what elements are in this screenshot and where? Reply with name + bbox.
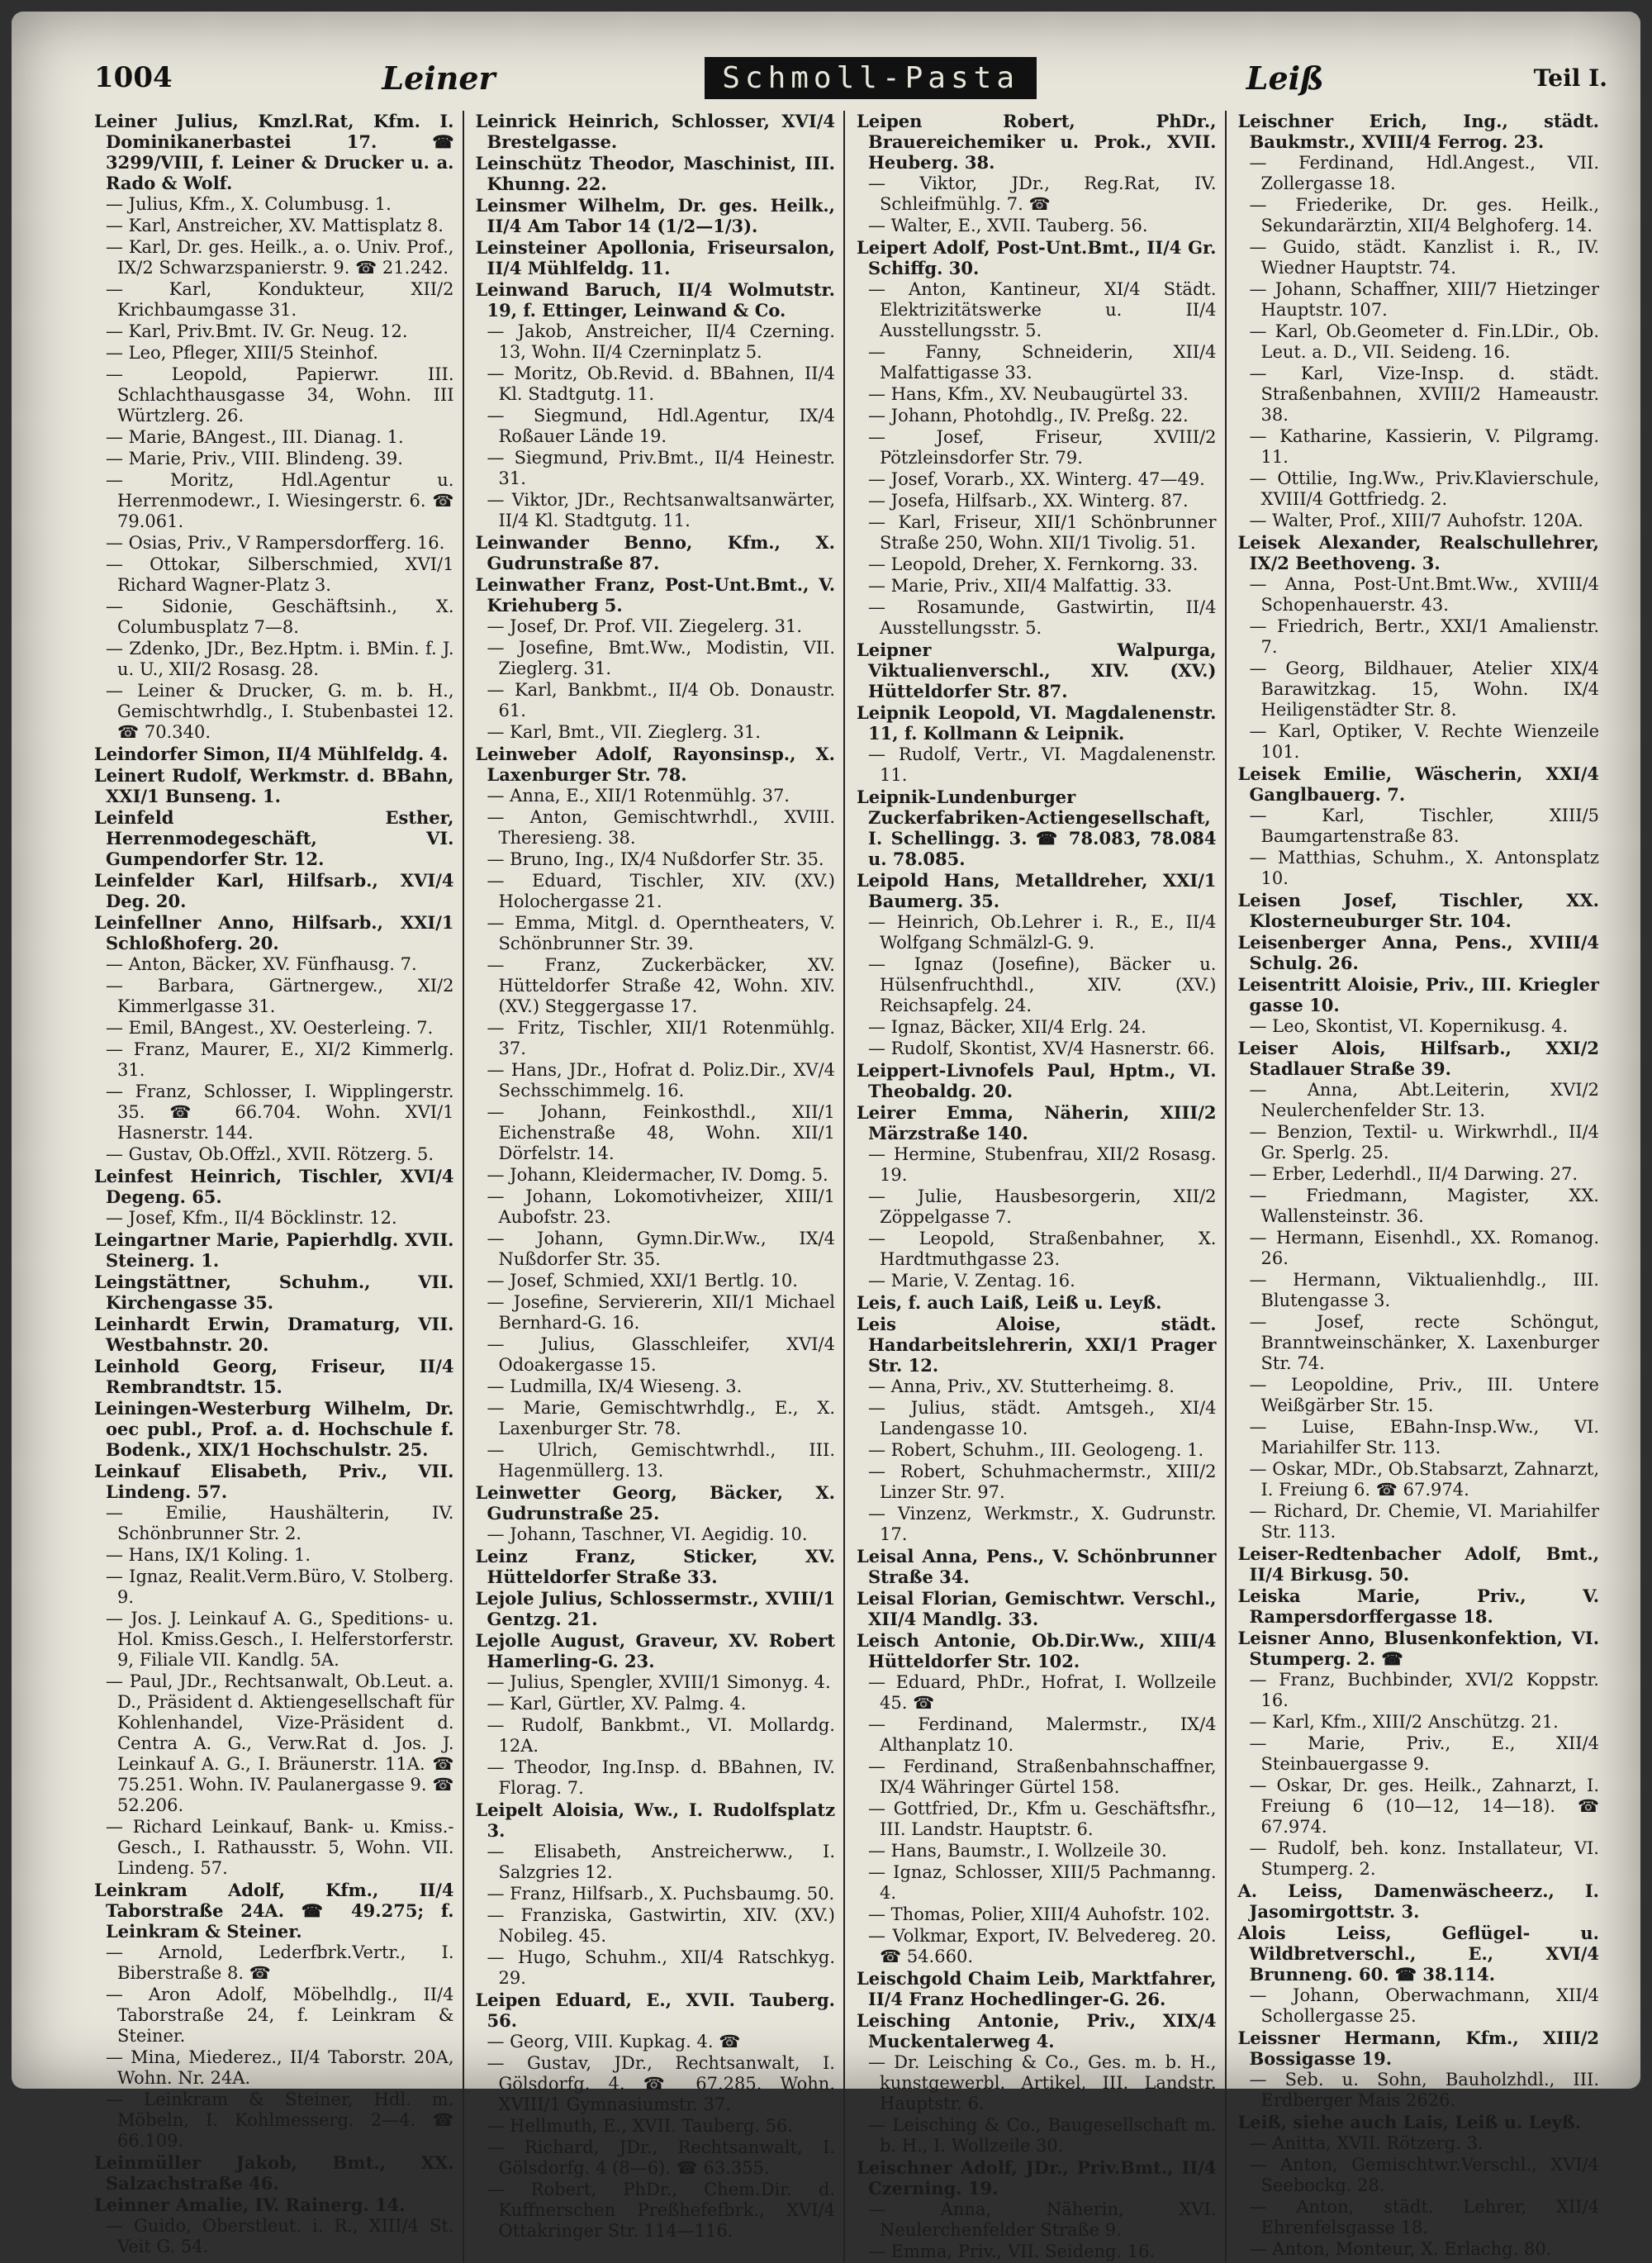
running-head-right: Leiß bbox=[1246, 59, 1324, 97]
directory-entry: Leinkauf Elisabeth, Priv., VII. Lindeng. 57. bbox=[94, 1461, 454, 1502]
directory-entry: Leisal Anna, Pens., V. Schönbrunner Straße 34. bbox=[857, 1546, 1217, 1587]
directory-subentry: — Marie, Priv., VIII. Blindeng. 39. bbox=[106, 449, 403, 468]
directory-subentry: — Julius, Kfm., X. Columbusg. 1. bbox=[106, 194, 392, 214]
directory-subentry: — Friedmann, Magister, XX. Wallensteinstr. 36. bbox=[1249, 1186, 1599, 1226]
directory-entry: Leinfellner Anno, Hilfsarb., XXI/1 Schloßhoferg. 20. bbox=[94, 912, 454, 953]
directory-subentry: — Ulrich, Gemischtwrhdl., III. Hagenmüllerg. 13. bbox=[487, 1440, 835, 1481]
directory-entry: Leipen Eduard, E., XVII. Tauberg. 56. bbox=[475, 1990, 835, 2031]
directory-subentry: — Karl, Bmt., VII. Zieglerg. 31. bbox=[487, 722, 761, 742]
directory-subentry: — Anna, Abt.Leiterin, XVI/2 Neulerchenfelder Str. 13. bbox=[1249, 1080, 1599, 1120]
directory-entry: Leingartner Marie, Papierhdlg. XVII. Steinerg. 1. bbox=[94, 1229, 454, 1271]
directory-subentry: — Guido, Oberstleut. i. R., XIII/4 St. Veit G. 54. bbox=[106, 2216, 454, 2256]
directory-subentry: — Johann, Feinkosthdl., XII/1 Eichenstraße 48, Wohn. XII/1 Dörfelstr. 14. bbox=[487, 1102, 835, 1163]
directory-subentry: — Moritz, Ob.Revid. d. BBahnen, II/4 Kl. Stadtgutg. 11. bbox=[487, 364, 835, 404]
directory-subentry: — Johann, Gymn.Dir.Ww., IX/4 Nußdorfer Str. 35. bbox=[487, 1229, 835, 1269]
directory-subentry: — Leopoldine, Priv., III. Untere Weißgärber Str. 15. bbox=[1249, 1375, 1599, 1415]
directory-entry: Leinert Rudolf, Werkmstr. d. BBahn, XXI/1 Bunseng. 1. bbox=[94, 765, 454, 806]
directory-subentry: — Leo, Pfleger, XIII/5 Steinhof. bbox=[106, 343, 378, 363]
directory-subentry: — Ottilie, Ing.Ww., Priv.Klavierschule, XVIII/4 Gottfriedg. 2. bbox=[1249, 468, 1599, 509]
directory-subentry: — Karl, Bankbmt., II/4 Ob. Donaustr. 61. bbox=[487, 680, 835, 720]
directory-entry: Leinsmer Wilhelm, Dr. ges. Heilk., II/4 Am Tabor 14 (1/2—1/3). bbox=[475, 195, 835, 236]
directory-subentry: — Anton, Bäcker, XV. Fünfhausg. 7. bbox=[106, 954, 417, 974]
directory-subentry: — Eduard, PhDr., Hofrat, I. Wollzeile 45. ☎ bbox=[868, 1672, 1217, 1713]
directory-subentry: — Hellmuth, E., XVII. Tauberg. 56. bbox=[487, 2116, 794, 2136]
directory-subentry: — Aron Adolf, Möbelhdlg., II/4 Taborstraße 24, f. Leinkram & Steiner. bbox=[106, 1985, 454, 2046]
directory-subentry: — Anton, Kantineur, XI/4 Städt. Elektrizitätswerke u. II/4 Ausstellungsstr. 5. bbox=[868, 279, 1217, 340]
directory-subentry: — Dr. Leisching & Co., Ges. m. b. H., kunstgewerbl. Artikel, III. Landstr. Hauptstr. 6. bbox=[868, 2052, 1217, 2113]
directory-subentry: — Josef, recte Schöngut, Branntweinschänker, X. Laxenburger Str. 74. bbox=[1249, 1312, 1599, 1373]
directory-subentry: — Siegmund, Hdl.Agentur, IX/4 Roßauer Lände 19. bbox=[487, 406, 835, 446]
advert-banner: Schmoll-Pasta bbox=[705, 57, 1037, 99]
directory-subentry: — Erber, Lederhdl., II/4 Darwing. 27. bbox=[1249, 1164, 1578, 1184]
directory-entry: Leinfelder Karl, Hilfsarb., XVI/4 Deg. 20. bbox=[94, 870, 454, 911]
directory-entry: Leinwander Benno, Kfm., X. Gudrunstraße 87. bbox=[475, 532, 835, 573]
entry-columns bbox=[94, 111, 1607, 2261]
directory-subentry: — Karl, Dr. ges. Heilk., a. o. Univ. Prof., IX/2 Schwarzspanierstr. 9. ☎ 21.242. bbox=[106, 237, 454, 278]
directory-subentry: — Emil, BAngest., XV. Oesterleing. 7. bbox=[106, 1018, 434, 1038]
directory-entry: Leisen Josef, Tischler, XX. Klosterneuburger Str. 104. bbox=[1237, 890, 1599, 931]
directory-subentry: — Johann, Photohdlg., IV. Preßg. 22. bbox=[868, 406, 1189, 426]
directory-subentry: — Franz, Maurer, E., XI/2 Kimmerlg. 31. bbox=[106, 1039, 454, 1080]
directory-subentry: — Franziska, Gastwirtin, XIV. (XV.) Nobileg. 45. bbox=[487, 1905, 835, 1946]
directory-subentry: — Friedrich, Bertr., XXI/1 Amalienstr. 7. bbox=[1249, 616, 1599, 657]
directory-entry: Leisal Florian, Gemischtwr. Verschl., XII/4 Mandlg. 33. bbox=[857, 1588, 1217, 1629]
directory-subentry: — Hans, Kfm., XV. Neubaugürtel 33. bbox=[868, 384, 1189, 404]
directory-subentry: — Hugo, Schuhm., XII/4 Ratschkyg. 29. bbox=[487, 1947, 835, 1988]
directory-subentry: — Karl, Kondukteur, XII/2 Krichbaumgasse 31. bbox=[106, 279, 454, 320]
directory-entry: Leipelt Aloisia, Ww., I. Rudolfsplatz 3. bbox=[475, 1799, 835, 1841]
directory-subentry: — Hermann, Viktualienhdlg., III. Blutengasse 3. bbox=[1249, 1270, 1599, 1310]
directory-entry: Leiningen-Westerburg Wilhelm, Dr. oec publ., Prof. a. d. Hochschule f. Bodenk., XIX/1 Hochschulstr. 25. bbox=[94, 1398, 454, 1460]
directory-subentry: — Josef, Kfm., II/4 Böcklinstr. 12. bbox=[106, 1208, 397, 1228]
directory-subentry: — Anton, Gemischtwrhdl., XVIII. Theresieng. 38. bbox=[487, 807, 835, 848]
directory-subentry: — Hans, Baumstr., I. Wollzeile 30. bbox=[868, 1841, 1167, 1861]
directory-subentry: — Matthias, Schuhm., X. Antonsplatz 10. bbox=[1249, 848, 1599, 888]
directory-subentry: — Franz, Schlosser, I. Wipplingerstr. 35. ☎ 66.704. Wohn. XVI/1 Hasnerstr. 144. bbox=[106, 1082, 454, 1143]
directory-subentry: — Richard, Dr. Chemie, VI. Mariahilfer Str. 113. bbox=[1249, 1501, 1599, 1542]
directory-subentry: — Leopold, Papierwr. III. Schlachthausgasse 34, Wohn. III Würtzlerg. 26. bbox=[106, 364, 454, 426]
directory-entry: Leippert-Livnofels Paul, Hptm., VI. Theobaldg. 20. bbox=[857, 1060, 1217, 1101]
directory-entry: Leipert Adolf, Post-Unt.Bmt., II/4 Gr. Schiffg. 30. bbox=[857, 237, 1217, 278]
page-header bbox=[94, 53, 1607, 102]
directory-subentry: — Fritz, Tischler, XII/1 Rotenmühlg. 37. bbox=[487, 1018, 835, 1058]
directory-subentry: — Barbara, Gärtnergew., XI/2 Kimmerlgasse 31. bbox=[106, 976, 454, 1016]
column-1 bbox=[94, 111, 464, 2263]
column-4 bbox=[1238, 111, 1608, 2263]
directory-subentry: — Josefine, Bmt.Ww., Modistin, VII. Zieglerg. 31. bbox=[487, 638, 835, 678]
directory-entry: Leingstättner, Schuhm., VII. Kirchengasse 35. bbox=[94, 1272, 454, 1313]
directory-subentry: — Robert, Schuhmachermstr., XIII/2 Linzer Str. 97. bbox=[868, 1462, 1217, 1502]
directory-entry: Leinwand Baruch, II/4 Wolmutstr. 19, f. Ettinger, Leinwand & Co. bbox=[475, 279, 835, 321]
directory-entry: Leisentritt Aloisie, Priv., III. Kriegler gasse 10. bbox=[1237, 974, 1599, 1015]
directory-entry: Lejolle August, Graveur, XV. Robert Hamerling-G. 23. bbox=[475, 1630, 835, 1671]
directory-subentry: — Ferdinand, Straßenbahnschaffner, IX/4 Währinger Gürtel 158. bbox=[868, 1757, 1217, 1797]
directory-entry: Leinrick Heinrich, Schlosser, XVI/4 Brestelgasse. bbox=[475, 111, 835, 152]
directory-entry: Leinner Amalie, IV. Rainerg. 14. bbox=[94, 2194, 406, 2215]
directory-subentry: — Benzion, Textil- u. Wirkwrhdl., II/4 Gr. Sperlg. 25. bbox=[1249, 1122, 1599, 1162]
directory-subentry: — Ludmilla, IX/4 Wieseng. 3. bbox=[487, 1376, 743, 1396]
directory-subentry: — Johann, Lokomotivheizer, XIII/1 Aubofstr. 23. bbox=[487, 1186, 835, 1227]
directory-subentry: — Volkmar, Export, IV. Belvedereg. 20. ☎ 54.660. bbox=[868, 1926, 1217, 1966]
directory-subentry: — Sidonie, Geschäftsinh., X. Columbusplatz 7—8. bbox=[106, 597, 454, 637]
directory-entry: Leissner Hermann, Kfm., XIII/2 Bossigasse 19. bbox=[1237, 2028, 1599, 2069]
directory-subentry: — Marie, BAngest., III. Dianag. 1. bbox=[106, 427, 404, 447]
directory-subentry: — Leopold, Dreher, X. Fernkorng. 33. bbox=[868, 554, 1199, 574]
running-head-left: Leiner bbox=[382, 59, 496, 97]
directory-subentry: — Hans, JDr., Hofrat d. Poliz.Dir., XV/4 Sechsschimmelg. 16. bbox=[487, 1060, 835, 1101]
directory-subentry: — Viktor, JDr., Rechtsanwaltsanwärter, II/4 Kl. Stadtgutg. 11. bbox=[487, 490, 835, 530]
directory-entry: Leisner Anno, Blusenkonfektion, VI. Stumperg. 2. ☎ bbox=[1237, 1628, 1599, 1669]
directory-subentry: — Anna, Post-Unt.Bmt.Ww., XVIII/4 Schopenhauerstr. 43. bbox=[1249, 574, 1599, 615]
directory-entry: Leinwetter Georg, Bäcker, X. Gudrunstraße 25. bbox=[475, 1482, 835, 1524]
directory-subentry: — Ferdinand, Hdl.Angest., VII. Zollergasse 18. bbox=[1249, 153, 1599, 193]
directory-subentry: — Karl, Tischler, XIII/5 Baumgartenstraße 83. bbox=[1249, 806, 1599, 846]
directory-subentry: — Johann, Taschner, VI. Aegidig. 10. bbox=[487, 1524, 808, 1544]
directory-subentry: — Karl, Anstreicher, XV. Mattisplatz 8. bbox=[106, 216, 444, 235]
directory-subentry: — Walter, E., XVII. Tauberg. 56. bbox=[868, 216, 1148, 235]
directory-subentry: — Karl, Gürtler, XV. Palmg. 4. bbox=[487, 1694, 747, 1714]
directory-subentry: — Seb. u. Sohn, Bauholzhdl., III. Erdberger Mais 2626. bbox=[1249, 2070, 1599, 2110]
directory-entry: Leipner Walpurga, Viktualienverschl., XIV. (XV.) Hütteldorfer Str. 87. bbox=[857, 639, 1217, 701]
directory-subentry: — Rudolf, beh. konz. Installateur, VI. Stumperg. 2. bbox=[1249, 1838, 1599, 1879]
directory-subentry: — Gustav, JDr., Rechtsanwalt, I. Gölsdorfg. 4. ☎ 67.285. Wohn. XVIII/1 Gymnasiumstr. 37. bbox=[487, 2053, 835, 2114]
directory-subentry: — Vinzenz, Werkmstr., X. Gudrunstr. 17. bbox=[868, 1504, 1217, 1544]
directory-entry: Leiska Marie, Priv., V. Rampersdorffergasse 18. bbox=[1237, 1586, 1599, 1627]
directory-entry: Leipold Hans, Metalldreher, XXI/1 Baumerg. 35. bbox=[857, 870, 1217, 911]
directory-subentry: — Robert, Schuhm., III. Geologeng. 1. bbox=[868, 1440, 1204, 1460]
directory-subentry: — Josef, Schmied, XXI/1 Bertlg. 10. bbox=[487, 1271, 798, 1291]
directory-subentry: — Leo, Skontist, VI. Kopernikusg. 4. bbox=[1249, 1016, 1569, 1036]
directory-subentry: — Rudolf, Skontist, XV/4 Hasnerstr. 66. bbox=[868, 1039, 1215, 1058]
directory-subentry: — Bruno, Ing., IX/4 Nußdorfer Str. 35. bbox=[487, 849, 824, 869]
directory-subentry: — Marie, Priv., E., XII/4 Steinbauergasse 9. bbox=[1249, 1733, 1599, 1774]
directory-subentry: — Luise, EBahn-Insp.Ww., VI. Mariahilfer Str. 113. bbox=[1249, 1417, 1599, 1457]
directory-entry: Leiser-Redtenbacher Adolf, Bmt., II/4 Birkusg. 50. bbox=[1237, 1543, 1599, 1585]
part-label: Teil I. bbox=[1533, 64, 1607, 92]
directory-subentry: — Josefa, Hilfsarb., XX. Winterg. 87. bbox=[868, 491, 1189, 511]
directory-subentry: — Emma, Mitgl. d. Operntheaters, V. Schönbrunner Str. 39. bbox=[487, 913, 835, 953]
directory-entry: Leinkram Adolf, Kfm., II/4 Taborstraße 24A. ☎ 49.275; f. Leinkram & Steiner. bbox=[94, 1880, 454, 1942]
directory-subentry: — Josef, Friseur, XVIII/2 Pötzleinsdorfer Str. 79. bbox=[868, 427, 1217, 468]
directory-subentry: — Georg, VIII. Kupkag. 4. ☎ bbox=[487, 2032, 741, 2051]
directory-subentry: — Viktor, JDr., Reg.Rat, IV. Schleifmühlg. 7. ☎ bbox=[868, 174, 1217, 214]
directory-entry: Leirer Emma, Näherin, XIII/2 Märzstraße 140. bbox=[857, 1102, 1217, 1143]
directory-subentry: — Ferdinand, Malermstr., IX/4 Althanplatz 10. bbox=[868, 1714, 1217, 1755]
directory-subentry: — Guido, städt. Kanzlist i. R., IV. Wiedner Hauptstr. 74. bbox=[1249, 237, 1599, 278]
directory-entry: Leisek Emilie, Wäscherin, XXI/4 Ganglbauerg. 7. bbox=[1237, 763, 1599, 805]
directory-subentry: — Johann, Oberwachmann, XII/4 Schollergasse 25. bbox=[1249, 1985, 1599, 2026]
directory-subentry: — Franz, Buchbinder, XVI/2 Koppstr. 16. bbox=[1249, 1670, 1599, 1710]
directory-subentry: — Rosamunde, Gastwirtin, II/4 Ausstellungsstr. 5. bbox=[868, 597, 1217, 638]
directory-subentry: — Josefine, Serviererin, XII/1 Michael Bernhard-G. 16. bbox=[487, 1292, 835, 1333]
directory-subentry: — Katharine, Kassierin, V. Pilgramg. 11. bbox=[1249, 426, 1599, 467]
directory-subentry: — Rudolf, Vertr., VI. Magdalenenstr. 11. bbox=[868, 744, 1217, 785]
directory-entry: Leiser Alois, Hilfsarb., XXI/2 Stadlauer Straße 39. bbox=[1237, 1038, 1599, 1079]
directory-subentry: — Friederike, Dr. ges. Heilk., Sekundarärztin, XII/4 Belghoferg. 14. bbox=[1249, 195, 1599, 235]
directory-subentry: — Robert, PhDr., Chem.Dir. d. Kuffnerschen Preßhefefbrk., XVI/4 Ottakringer Str. 114—116. bbox=[487, 2180, 835, 2241]
directory-subentry: — Ignaz (Josefine), Bäcker u. Hülsenfruchthdl., XIV. (XV.) Reichsapfelg. 24. bbox=[868, 954, 1217, 1015]
directory-subentry: — Anna, E., XII/1 Rotenmühlg. 37. bbox=[487, 786, 790, 806]
directory-subentry: — Karl, Priv.Bmt. IV. Gr. Neug. 12. bbox=[106, 321, 408, 341]
page-number: 1004 bbox=[94, 61, 173, 94]
directory-subentry: — Richard Leinkauf, Bank- u. Kmiss.-Gesch., I. Rathausstr. 5, Wohn. VII. Lindeng. 57. bbox=[106, 1817, 454, 1878]
directory-subentry: — Richard, JDr., Rechtsanwalt, I. Gölsdorfg. 4 (8—6). ☎ 63.355. bbox=[487, 2137, 835, 2178]
directory-subentry: — Leopold, Straßenbahner, X. Hardtmuthgasse 23. bbox=[868, 1229, 1217, 1269]
directory-subentry: — Paul, JDr., Rechtsanwalt, Ob.Leut. a. D., Präsident d. Aktiengesellschaft für Kohlenhandel, Vize-Präsident d. Centra A. G., Verw.Rat d. Jos. J. Leinkauf A. G., I. Bräunerstr. 11A. ☎ 75.251. Wohn. IV. Paulanergasse 9. ☎ 52.206. bbox=[106, 1671, 454, 1815]
directory-entry: Leischner Erich, Ing., städt. Baukmstr., XVIII/4 Ferrog. 23. bbox=[1237, 111, 1599, 152]
directory-subentry: — Anna, Priv., XV. Stutterheimg. 8. bbox=[868, 1376, 1175, 1396]
directory-entry: Leiß, siehe auch Lais, Leiß u. Leyß. bbox=[1237, 2112, 1582, 2132]
column-2 bbox=[476, 111, 846, 2263]
directory-subentry: — Marie, Priv., XII/4 Malfattig. 33. bbox=[868, 576, 1172, 596]
directory-subentry: — Josef, Vorarb., XX. Winterg. 47—49. bbox=[868, 469, 1205, 489]
directory-subentry: — Marie, Gemischtwrhdlg., E., X. Laxenburger Str. 78. bbox=[487, 1398, 835, 1438]
directory-entry: Leinhardt Erwin, Dramaturg, VII. Westbahnstr. 20. bbox=[94, 1314, 454, 1355]
directory-subentry: — Julius, Glasschleifer, XVI/4 Odoakergasse 15. bbox=[487, 1334, 835, 1375]
directory-entry: Leisek Alexander, Realschullehrer, IX/2 Beethoveng. 3. bbox=[1237, 532, 1599, 573]
directory-entry: Leinz Franz, Sticker, XV. Hütteldorfer Straße 33. bbox=[475, 1546, 835, 1587]
directory-entry: Leinweber Adolf, Rayonsinsp., X. Laxenburger Str. 78. bbox=[475, 744, 835, 785]
directory-subentry: — Mina, Miederez., II/4 Taborstr. 20A, Wohn. Nr. 24A. bbox=[106, 2047, 454, 2088]
directory-subentry: — Walter, Prof., XIII/7 Auhofstr. 120A. bbox=[1249, 511, 1583, 530]
directory-subentry: — Georg, Bildhauer, Atelier XIX/4 Barawitzkag. 15, Wohn. IX/4 Heiligenstädter Str. 8. bbox=[1249, 658, 1599, 720]
directory-subentry: — Karl, Kfm., XIII/2 Anschützg. 21. bbox=[1249, 1712, 1559, 1732]
directory-entry: Leinmüller Jakob, Bmt., XX. Salzachstraße 46. bbox=[94, 2152, 454, 2194]
directory-subentry: — Gottfried, Dr., Kfm u. Geschäftsfhr., III. Landstr. Hauptstr. 6. bbox=[868, 1799, 1217, 1839]
directory-entry: Leisching Antonie, Priv., XIX/4 Muckentalerweg 4. bbox=[857, 2010, 1217, 2051]
directory-entry: Leipnik Leopold, VI. Magdalenenstr. 11, f. Kollmann & Leipnik. bbox=[857, 702, 1217, 744]
directory-entry: Leis, f. auch Laiß, Leiß u. Leyß. bbox=[857, 1292, 1162, 1313]
directory-entry: Leiner Julius, Kmzl.Rat, Kfm. I. Dominikanerbastei 17. ☎ 3299/VIII, f. Leiner & Drucker u. a. Rado & Wolf. bbox=[94, 111, 454, 193]
directory-subentry: — Johann, Kleidermacher, IV. Domg. 5. bbox=[487, 1165, 828, 1185]
directory-subentry: — Jakob, Anstreicher, II/4 Czerning. 13, Wohn. II/4 Czerninplatz 5. bbox=[487, 321, 835, 362]
directory-subentry: — Elisabeth, Anstreicherww., I. Salzgries 12. bbox=[487, 1842, 835, 1882]
directory-entry: Leinwather Franz, Post-Unt.Bmt., V. Kriehuberg 5. bbox=[475, 574, 835, 616]
directory-subentry: — Emilie, Haushälterin, IV. Schönbrunner Str. 2. bbox=[106, 1503, 454, 1543]
directory-subentry: — Emma, Priv., VII. Seideng. 16. bbox=[868, 2242, 1156, 2261]
directory-subentry: — Jos. J. Leinkauf A. G., Speditions- u. Hol. Kmiss.Gesch., I. Helferstorferstr. 9, Filiale VII. Kandlg. 5A. bbox=[106, 1609, 454, 1670]
directory-subentry: — Anton, Monteur, X. Erlachg. 80. bbox=[1249, 2239, 1552, 2259]
directory-entry: Leischner Adolf, JDr., Priv.Bmt., II/4 Czerning. 19. bbox=[857, 2157, 1217, 2199]
directory-subentry: — Hermann, Eisenhdl., XX. Romanog. 26. bbox=[1249, 1228, 1599, 1268]
directory-subentry: — Julius, Spengler, XVIII/1 Simonyg. 4. bbox=[487, 1672, 831, 1692]
directory-subentry: — Ignaz, Schlosser, XIII/5 Pachmanng. 4. bbox=[868, 1862, 1217, 1903]
directory-subentry: — Zdenko, JDr., Bez.Hptm. i. BMin. f. J. u. U., XII/2 Rosasg. 28. bbox=[106, 639, 454, 679]
directory-subentry: — Oskar, MDr., Ob.Stabsarzt, Zahnarzt, I. Freiung 6. ☎ 67.974. bbox=[1249, 1459, 1599, 1500]
directory-entry: Leinhold Georg, Friseur, II/4 Rembrandtstr. 15. bbox=[94, 1356, 454, 1397]
directory-subentry: — Johann, Schaffner, XIII/7 Hietzinger Hauptstr. 107. bbox=[1249, 279, 1599, 320]
column-3 bbox=[857, 111, 1227, 2263]
directory-entry: Leinsteiner Apollonia, Friseursalon, II/4 Mühlfeldg. 11. bbox=[475, 237, 835, 278]
directory-entry: Alois Leiss, Geflügel- u. Wildbretverschl., E., XVI/4 Brunneng. 60. ☎ 38.114. bbox=[1237, 1923, 1599, 1985]
directory-subentry: — Rudolf, Bankbmt., VI. Mollardg. 12A. bbox=[487, 1715, 835, 1756]
directory-subentry: — Julius, städt. Amtsgeh., XI/4 Landengasse 10. bbox=[868, 1398, 1217, 1438]
directory-subentry: — Franz, Hilfsarb., X. Puchsbaumg. 50. bbox=[487, 1884, 835, 1904]
directory-entry: Leipnik-Lundenburger Zuckerfabriken-Actiengesellschaft, I. Schellingg. 3. ☎ 78.083, 78.084 u. 78.085. bbox=[857, 787, 1217, 869]
directory-subentry: — Leinkram & Steiner, Hdl. m. Möbeln, I. Kohlmesserg. 2—4. ☎ 66.109. bbox=[106, 2089, 454, 2151]
directory-entry: Leindorfer Simon, II/4 Mühlfeldg. 4. bbox=[94, 744, 449, 764]
directory-subentry: — Marie, V. Zentag. 16. bbox=[868, 1271, 1075, 1291]
directory-page bbox=[12, 12, 1640, 2261]
directory-entry: Leisenberger Anna, Pens., XVIII/4 Schulg. 26. bbox=[1237, 932, 1599, 973]
directory-subentry: — Anna, Näherin, XVI. Neulerchenfelder Straße 9. bbox=[868, 2199, 1217, 2240]
directory-subentry: — Karl, Friseur, XII/1 Schönbrunner Straße 250, Wohn. XII/1 Tivolig. 51. bbox=[868, 512, 1217, 553]
directory-subentry: — Leiner & Drucker, G. m. b. H., Gemischtwrhdlg., I. Stubenbastei 12. ☎ 70.340. bbox=[106, 681, 454, 742]
directory-subentry: — Gustav, Ob.Offzl., XVII. Rötzerg. 5. bbox=[106, 1144, 434, 1164]
directory-entry: Lejole Julius, Schlossermstr., XVIII/1 Gentzg. 21. bbox=[475, 1588, 835, 1629]
directory-entry: Leischgold Chaim Leib, Marktfahrer, II/4 Franz Hochedlinger-G. 26. bbox=[857, 1968, 1217, 2009]
directory-subentry: — Oskar, Dr. ges. Heilk., Zahnarzt, I. Freiung 6 (10—12, 14—18). ☎ 67.974. bbox=[1249, 1776, 1599, 1837]
directory-subentry: — Karl, Ob.Geometer d. Fin.LDir., Ob. Leut. a. D., VII. Seideng. 16. bbox=[1249, 321, 1599, 362]
directory-subentry: — Theodor, Ing.Insp. d. BBahnen, IV. Florag. 7. bbox=[487, 1757, 835, 1798]
directory-subentry: — Anitta, XVII. Rötzerg. 3. bbox=[1249, 2133, 1483, 2153]
directory-subentry: — Anton, städt. Lehrer, XII/4 Ehrenfelsgasse 18. bbox=[1249, 2197, 1599, 2237]
directory-entry: Leisch Antonie, Ob.Dir.Ww., XIII/4 Hütteldorfer Str. 102. bbox=[857, 1630, 1217, 1671]
directory-subentry: — Hans, IX/1 Koling. 1. bbox=[106, 1545, 311, 1565]
directory-subentry: — Eduard, Tischler, XIV. (XV.) Holochergasse 21. bbox=[487, 871, 835, 911]
directory-subentry: — Hermine, Stubenfrau, XII/2 Rosasg. 19. bbox=[868, 1144, 1217, 1185]
directory-subentry: — Ottokar, Silberschmied, XVI/1 Richard Wagner-Platz 3. bbox=[106, 554, 454, 595]
directory-entry: Leinfeld Esther, Herrenmodegeschäft, VI. Gumpendorfer Str. 12. bbox=[94, 807, 454, 869]
directory-entry: A. Leiss, Damenwäscheerz., I. Jasomirgottstr. 3. bbox=[1237, 1880, 1599, 1922]
directory-subentry: — Karl, Optiker, V. Rechte Wienzeile 101. bbox=[1249, 721, 1599, 762]
directory-entry: Leinschütz Theodor, Maschinist, III. Khunng. 22. bbox=[475, 153, 835, 194]
directory-entry: Leipen Robert, PhDr., Brauereichemiker u. Prok., XVII. Heuberg. 38. bbox=[857, 111, 1217, 173]
directory-subentry: — Thomas, Polier, XIII/4 Auhofstr. 102. bbox=[868, 1904, 1210, 1924]
directory-subentry: — Josef, Dr. Prof. VII. Ziegelerg. 31. bbox=[487, 616, 803, 636]
directory-subentry: — Anton, Gemischtwr.Verschl., XVI/4 Seebockg. 28. bbox=[1249, 2155, 1599, 2195]
directory-subentry: — Ignaz, Realit.Verm.Büro, V. Stolberg. 9. bbox=[106, 1567, 454, 1607]
directory-entry: Leinfest Heinrich, Tischler, XVI/4 Degeng. 65. bbox=[94, 1166, 454, 1207]
directory-subentry: — Julie, Hausbesorgerin, XII/2 Zöppelgasse 7. bbox=[868, 1186, 1217, 1227]
directory-subentry: — Heinrich, Ob.Lehrer i. R., E., II/4 Wolfgang Schmälzl-G. 9. bbox=[868, 912, 1217, 953]
directory-subentry: — Ignaz, Bäcker, XII/4 Erlg. 24. bbox=[868, 1017, 1146, 1037]
directory-subentry: — Karl, Vize-Insp. d. städt. Straßenbahnen, XVIII/2 Hameaustr. 38. bbox=[1249, 364, 1599, 425]
directory-subentry: — Arnold, Lederfbrk.Vertr., I. Biberstraße 8. ☎ bbox=[106, 1942, 454, 1983]
directory-subentry: — Siegmund, Priv.Bmt., II/4 Heinestr. 31. bbox=[487, 448, 835, 488]
directory-subentry: — Moritz, Hdl.Agentur u. Herrenmodewr., I. Wiesingerstr. 6. ☎ 79.061. bbox=[106, 470, 454, 531]
directory-subentry: — Fanny, Schneiderin, XII/4 Malfattigasse 33. bbox=[868, 342, 1217, 383]
directory-subentry: — Franz, Zuckerbäcker, XV. Hütteldorfer Straße 42, Wohn. XIV. (XV.) Steggergasse 17. bbox=[487, 955, 835, 1016]
directory-subentry: — Osias, Priv., V Rampersdorfferg. 16. bbox=[106, 533, 445, 553]
directory-entry: Leis Aloise, städt. Handarbeitslehrerin, XXI/1 Prager Str. 12. bbox=[857, 1314, 1217, 1376]
directory-subentry: — Leisching & Co., Baugesellschaft m. b. H., I. Wollzeile 30. bbox=[868, 2115, 1217, 2156]
